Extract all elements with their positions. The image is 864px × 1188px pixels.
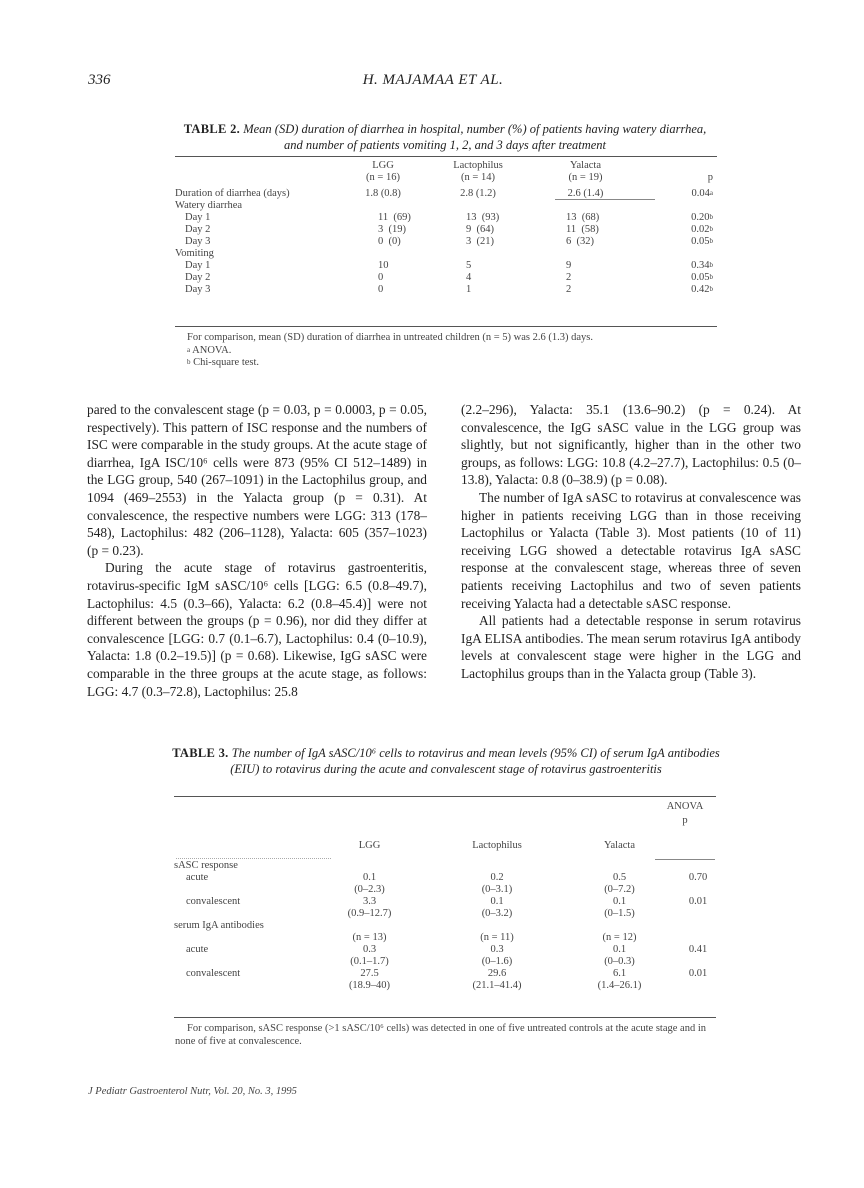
table2-row — [173, 272, 715, 284]
table2-row — [173, 260, 715, 272]
table2-cell-label: Day 3 — [185, 236, 211, 247]
table3-bottom-rule — [174, 1017, 716, 1018]
table3-cell-lgg: (18.9–40) — [348, 980, 391, 991]
table2-cell-yal: 2 — [566, 272, 572, 283]
table2-cell-yal: 2.6 (1.4) — [567, 188, 604, 199]
table3-cell-yal: 0.1 — [612, 944, 627, 955]
table3-anova-label: ANOVA — [666, 801, 704, 812]
table3-cell-label: convalescent — [186, 896, 241, 907]
table2-grid — [173, 160, 715, 296]
table2-col-lgg: LGG — [372, 160, 394, 171]
table2-cell-yal: 2 — [566, 284, 572, 295]
table3-row — [172, 908, 719, 920]
table2-cell-p: 0.05$^b$ — [691, 272, 713, 283]
table3-cell-yal: (0–0.3) — [604, 956, 635, 967]
table3-cell-p: 0.70 — [688, 872, 708, 883]
right-paragraph-1: (2.2–296), Yalacta: 35.1 (13.6–90.2) (p = 0.24). At convalescence, the IgG sASC value in the LGG group was slightly, but not significantly, higher than in the other two groups, as follows: LGG: 10.8 (4.2–27.7), Lactophilus: 0.5 (0–13.8), Yalacta: 0.8 (0–38.9) (p = 0.08). — [461, 402, 801, 488]
table3-row — [172, 896, 719, 908]
table3-cell-p — [677, 920, 719, 932]
table3-cell-lac: 0.3 — [490, 944, 504, 955]
table3-cell-yal: 0.1 — [612, 896, 627, 907]
table2-row — [173, 236, 715, 248]
table3-row — [172, 920, 719, 932]
table2-cell-p: 0.04$^a$ — [691, 188, 713, 199]
table2-col-lactophilus: Lactophilus — [453, 160, 503, 171]
table3-label: TABLE 3. — [172, 746, 229, 760]
running-header — [88, 72, 778, 94]
table3-anova-p: p — [682, 815, 688, 826]
table3-cell-yal: (0–7.2) — [604, 884, 635, 895]
table3-row — [172, 944, 719, 956]
table3-col-yalacta: Yalacta — [603, 840, 635, 851]
table2-cell-lgg — [338, 248, 428, 260]
table2-cell-lac — [428, 248, 528, 260]
table3-cell-yal — [562, 860, 677, 872]
table2-header-row-n — [173, 172, 715, 184]
table3-cell-lgg: (n = 13) — [352, 932, 387, 943]
table3-cell-p — [677, 884, 719, 896]
table2-caption-text: Mean (SD) duration of diarrhea in hospital, number (%) of patients having watery diarrhea, and number of patients vomiting 1, 2, and 3 days after treatment — [243, 122, 707, 152]
table3-cell-label — [172, 908, 307, 920]
table3-row — [172, 884, 719, 896]
running-title: H. MAJAMAA ET AL. — [362, 72, 504, 88]
table3-cell-yal: 6.1 — [612, 968, 627, 979]
table2-cell-p — [643, 200, 715, 212]
table2-cell-lgg: 0 (0) — [378, 236, 401, 247]
table3-cell-p — [677, 956, 719, 968]
table3-cell-p — [677, 980, 719, 992]
table3-cell-yal: (1.4–26.1) — [597, 980, 642, 991]
table2-row — [173, 248, 715, 260]
table2 — [173, 160, 715, 296]
table3-caption-text: The number of IgA sASC/10⁶ cells to rotavirus and mean levels (95% CI) of serum IgA antibodies (EIU) to rotavirus during the acute and convalescent stage of rotavirus gastroenteritis — [230, 746, 720, 776]
table2-cell-lac: 1 — [466, 284, 472, 295]
table2-cell-lgg: 10 — [378, 260, 389, 271]
table2-cell-p: 0.05$^b$ — [691, 236, 713, 247]
table3-cell-yal — [562, 920, 677, 932]
table2-cell-lgg: 0 — [378, 284, 384, 295]
table3-row — [172, 968, 719, 980]
table2-row — [173, 224, 715, 236]
left-column — [87, 401, 427, 700]
table3-cell-p: 0.01 — [688, 968, 708, 979]
table2-cell-lgg — [338, 200, 428, 212]
page-number: 336 — [88, 72, 111, 88]
table2-caption — [175, 121, 715, 153]
table2-n-yalacta: (n = 19) — [568, 172, 603, 183]
table3-row — [172, 980, 719, 992]
table3-cell-lac — [432, 860, 562, 872]
table3-col-lactophilus: Lactophilus — [472, 840, 522, 851]
table3-cell-p: 0.41 — [688, 944, 708, 955]
table3-cell-lac: (0–1.6) — [481, 956, 513, 967]
table3-cell-p — [677, 908, 719, 920]
table3-cell-yal: (n = 12) — [602, 932, 637, 943]
table3-cell-lgg: 0.3 — [362, 944, 377, 955]
table2-n-lactophilus: (n = 14) — [461, 172, 495, 183]
table2-cell-lac — [428, 200, 528, 212]
table3-caption — [172, 745, 720, 777]
table3-cell-lgg: 27.5 — [360, 968, 379, 979]
table2-row — [173, 200, 715, 212]
left-paragraph-2: During the acute stage of rotavirus gastroenteritis, rotavirus-specific IgM sASC/10⁶ cells [LGG: 6.5 (0.8–49.7), Lactophilus: 4.5 (0.3–66), Yalacta: 6.2 (0.8–45.4)] were not different between the groups (p = 0.96), nor did they differ at convalescence [LGG: 0.7 (0.1–6.7), Lactophilus: 0.4 (0–10.9), Yalacta: 1.8 (0.2–19.5)] (p = 0.68). Likewise, IgG sASC were comparable in the three groups at the acute stage, as follows: LGG: 4.7 (0.3–72.8), Lactophilus: 25.8 — [87, 560, 427, 699]
table3-note: For comparison, sASC response (>1 sASC/10⁶ cells) was detected in one of five untreated controls at the acute stage and in none of five at convalescence. — [175, 1023, 706, 1047]
table2-cell-label: Day 2 — [185, 224, 211, 235]
table2-cell-yal: 6 (32) — [566, 236, 594, 247]
table3-cell-lac: (21.1–41.4) — [472, 980, 522, 991]
table2-note-comparison: For comparison, mean (SD) duration of diarrhea in untreated children (n = 5) was 2.6 (1.3) days. — [187, 332, 593, 343]
table3-cell-label — [172, 980, 307, 992]
table3-cell-yal: (0–1.5) — [604, 908, 635, 919]
table2-cell-yal — [528, 200, 643, 212]
footer-citation: J Pediatr Gastroenterol Nutr, Vol. 20, No. 3, 1995 — [88, 1086, 297, 1097]
table3-stub-rule — [176, 858, 331, 859]
table3-cell-label — [172, 932, 307, 944]
table2-cell-lac: 13 (93) — [466, 212, 500, 223]
table2-cell-p: 0.42$^b$ — [691, 284, 713, 295]
table3-row — [172, 860, 719, 872]
table3-cell-label — [172, 956, 307, 968]
table2-cell-p — [643, 248, 715, 260]
table3-top-rule — [174, 796, 716, 797]
table2-cell-label: Duration of diarrhea (days) — [175, 188, 290, 199]
table2-cell-lac: 5 — [466, 260, 472, 271]
table3-cell-yal: 0.5 — [612, 872, 627, 883]
left-paragraph-1: pared to the convalescent stage (p = 0.03, p = 0.0003, p = 0.05, respectively). This pattern of ISC response and the numbers of ISC were comparable in the study groups. At the acute stage of diarrhea, IgA ISC/10⁶ cells were 873 (95% CI 512–1489) in the LGG group, 540 (267–1091) in the Lactophilus group, and 1094 (469–2553) in the Yalacta group (p = 0.31). At convalescence, the respective numbers were LGG: 313 (178–548), Lactophilus: 482 (206–1128), Yalacta: 605 (357–1023) (p = 0.23). — [87, 402, 427, 558]
table2-col-yalacta: Yalacta — [569, 160, 601, 171]
table2-cell-lac: 9 (64) — [466, 224, 494, 235]
table2-col-p: p — [707, 172, 713, 183]
table3-cell-label: serum IgA antibodies — [174, 920, 264, 931]
right-paragraph-3: All patients had a detectable response in serum rotavirus IgA ELISA antibodies. The mean serum rotavirus IgA antibody levels at convalescent stage were higher in the LGG and Lactophilus groups than in the Yalacta group (Table 3). — [461, 613, 801, 681]
table2-cell-p: 0.02$^b$ — [691, 224, 713, 235]
table2-label: TABLE 2. — [183, 122, 241, 136]
table3-row — [172, 872, 719, 884]
table2-cell-lac: 2.8 (1.2) — [460, 188, 496, 199]
table2-row — [173, 212, 715, 224]
table3-cell-label: acute — [186, 872, 209, 883]
table3-grid — [172, 840, 719, 992]
table2-cell-lgg: 1.8 (0.8) — [365, 188, 401, 199]
table3 — [172, 840, 719, 992]
table3-cell-lac: 0.1 — [490, 896, 504, 907]
table3-cell-lac — [432, 920, 562, 932]
table3-cell-p — [677, 860, 719, 872]
table3-cell-lac: (n = 11) — [480, 932, 514, 943]
table2-notes — [175, 332, 720, 370]
table2-cell-lgg: 11 (69) — [378, 212, 411, 223]
table2-cell-yal — [528, 248, 643, 260]
table2-cell-label: Day 1 — [185, 212, 211, 223]
table2-yalacta-rule — [555, 199, 655, 200]
table3-cell-lgg — [307, 860, 432, 872]
table2-cell-lgg: 0 — [378, 272, 384, 283]
table3-cell-lac: 29.6 — [487, 968, 507, 979]
right-column — [461, 401, 801, 683]
table3-row — [172, 932, 719, 944]
table2-header-row — [173, 160, 715, 172]
table2-cell-lgg: 3 (19) — [378, 224, 406, 235]
table3-cell-lgg: (0–2.3) — [354, 884, 385, 895]
table3-cell-label: acute — [186, 944, 209, 955]
table2-cell-yal: 9 — [566, 260, 572, 271]
table3-anova-header — [655, 801, 715, 827]
table2-note-b: $^b$ Chi-square test. — [187, 357, 260, 368]
table2-cell-yal: 11 (58) — [566, 224, 599, 235]
table2-cell-label: Day 1 — [185, 260, 211, 271]
table3-header-row — [172, 840, 719, 852]
table2-cell-yal: 13 (68) — [566, 212, 600, 223]
table2-cell-p: 0.34$^b$ — [691, 260, 713, 271]
table2-cell-lac: 4 — [466, 272, 472, 283]
table3-cell-label: sASC response — [174, 860, 238, 871]
table3-cell-lac: (0–3.1) — [481, 884, 513, 895]
right-paragraph-2: The number of IgA sASC to rotavirus at convalescence was higher in patients receiving LGG than in those receiving Lactophilus or Yalacta (Table 3). Most patients (10 of 11) receiving LGG showed a detectable rotavirus IgA sASC response at the convalescent stage, whereas three of seven patients receiving Lactophilus and two of seven patients receiving Yalacta had a detectable sASC response. — [461, 489, 801, 611]
table2-cell-label: Day 3 — [185, 284, 211, 295]
table3-cell-lgg — [307, 920, 432, 932]
table3-cell-label — [172, 884, 307, 896]
table2-row — [173, 284, 715, 296]
table2-top-rule — [175, 156, 717, 157]
table2-note-a: $^a$ ANOVA. — [187, 344, 232, 356]
table2-n-lgg: (n = 16) — [366, 172, 400, 183]
table2-cell-label: Day 2 — [185, 272, 211, 283]
table2-cell-p: 0.20$^b$ — [691, 212, 713, 223]
table3-cell-p — [677, 932, 719, 944]
table3-cell-lgg: 3.3 — [362, 896, 377, 907]
table3-anova-rule — [655, 859, 715, 860]
table3-cell-lac: (0–3.2) — [481, 908, 513, 919]
table2-cell-lac: 3 (21) — [466, 236, 494, 247]
table2-cell-label: Vomiting — [175, 248, 214, 259]
table3-cell-lgg: (0.1–1.7) — [350, 956, 389, 967]
table3-cell-lac: 0.2 — [490, 872, 504, 883]
table2-bottom-rule — [175, 326, 717, 327]
table3-cell-lgg: (0.9–12.7) — [347, 908, 392, 919]
table3-cell-label: convalescent — [186, 968, 241, 979]
table3-col-lgg: LGG — [358, 840, 381, 851]
table3-cell-lgg: 0.1 — [362, 872, 377, 883]
table3-cell-p: 0.01 — [688, 896, 708, 907]
table2-cell-label: Watery diarrhea — [175, 200, 243, 211]
table3-row — [172, 956, 719, 968]
